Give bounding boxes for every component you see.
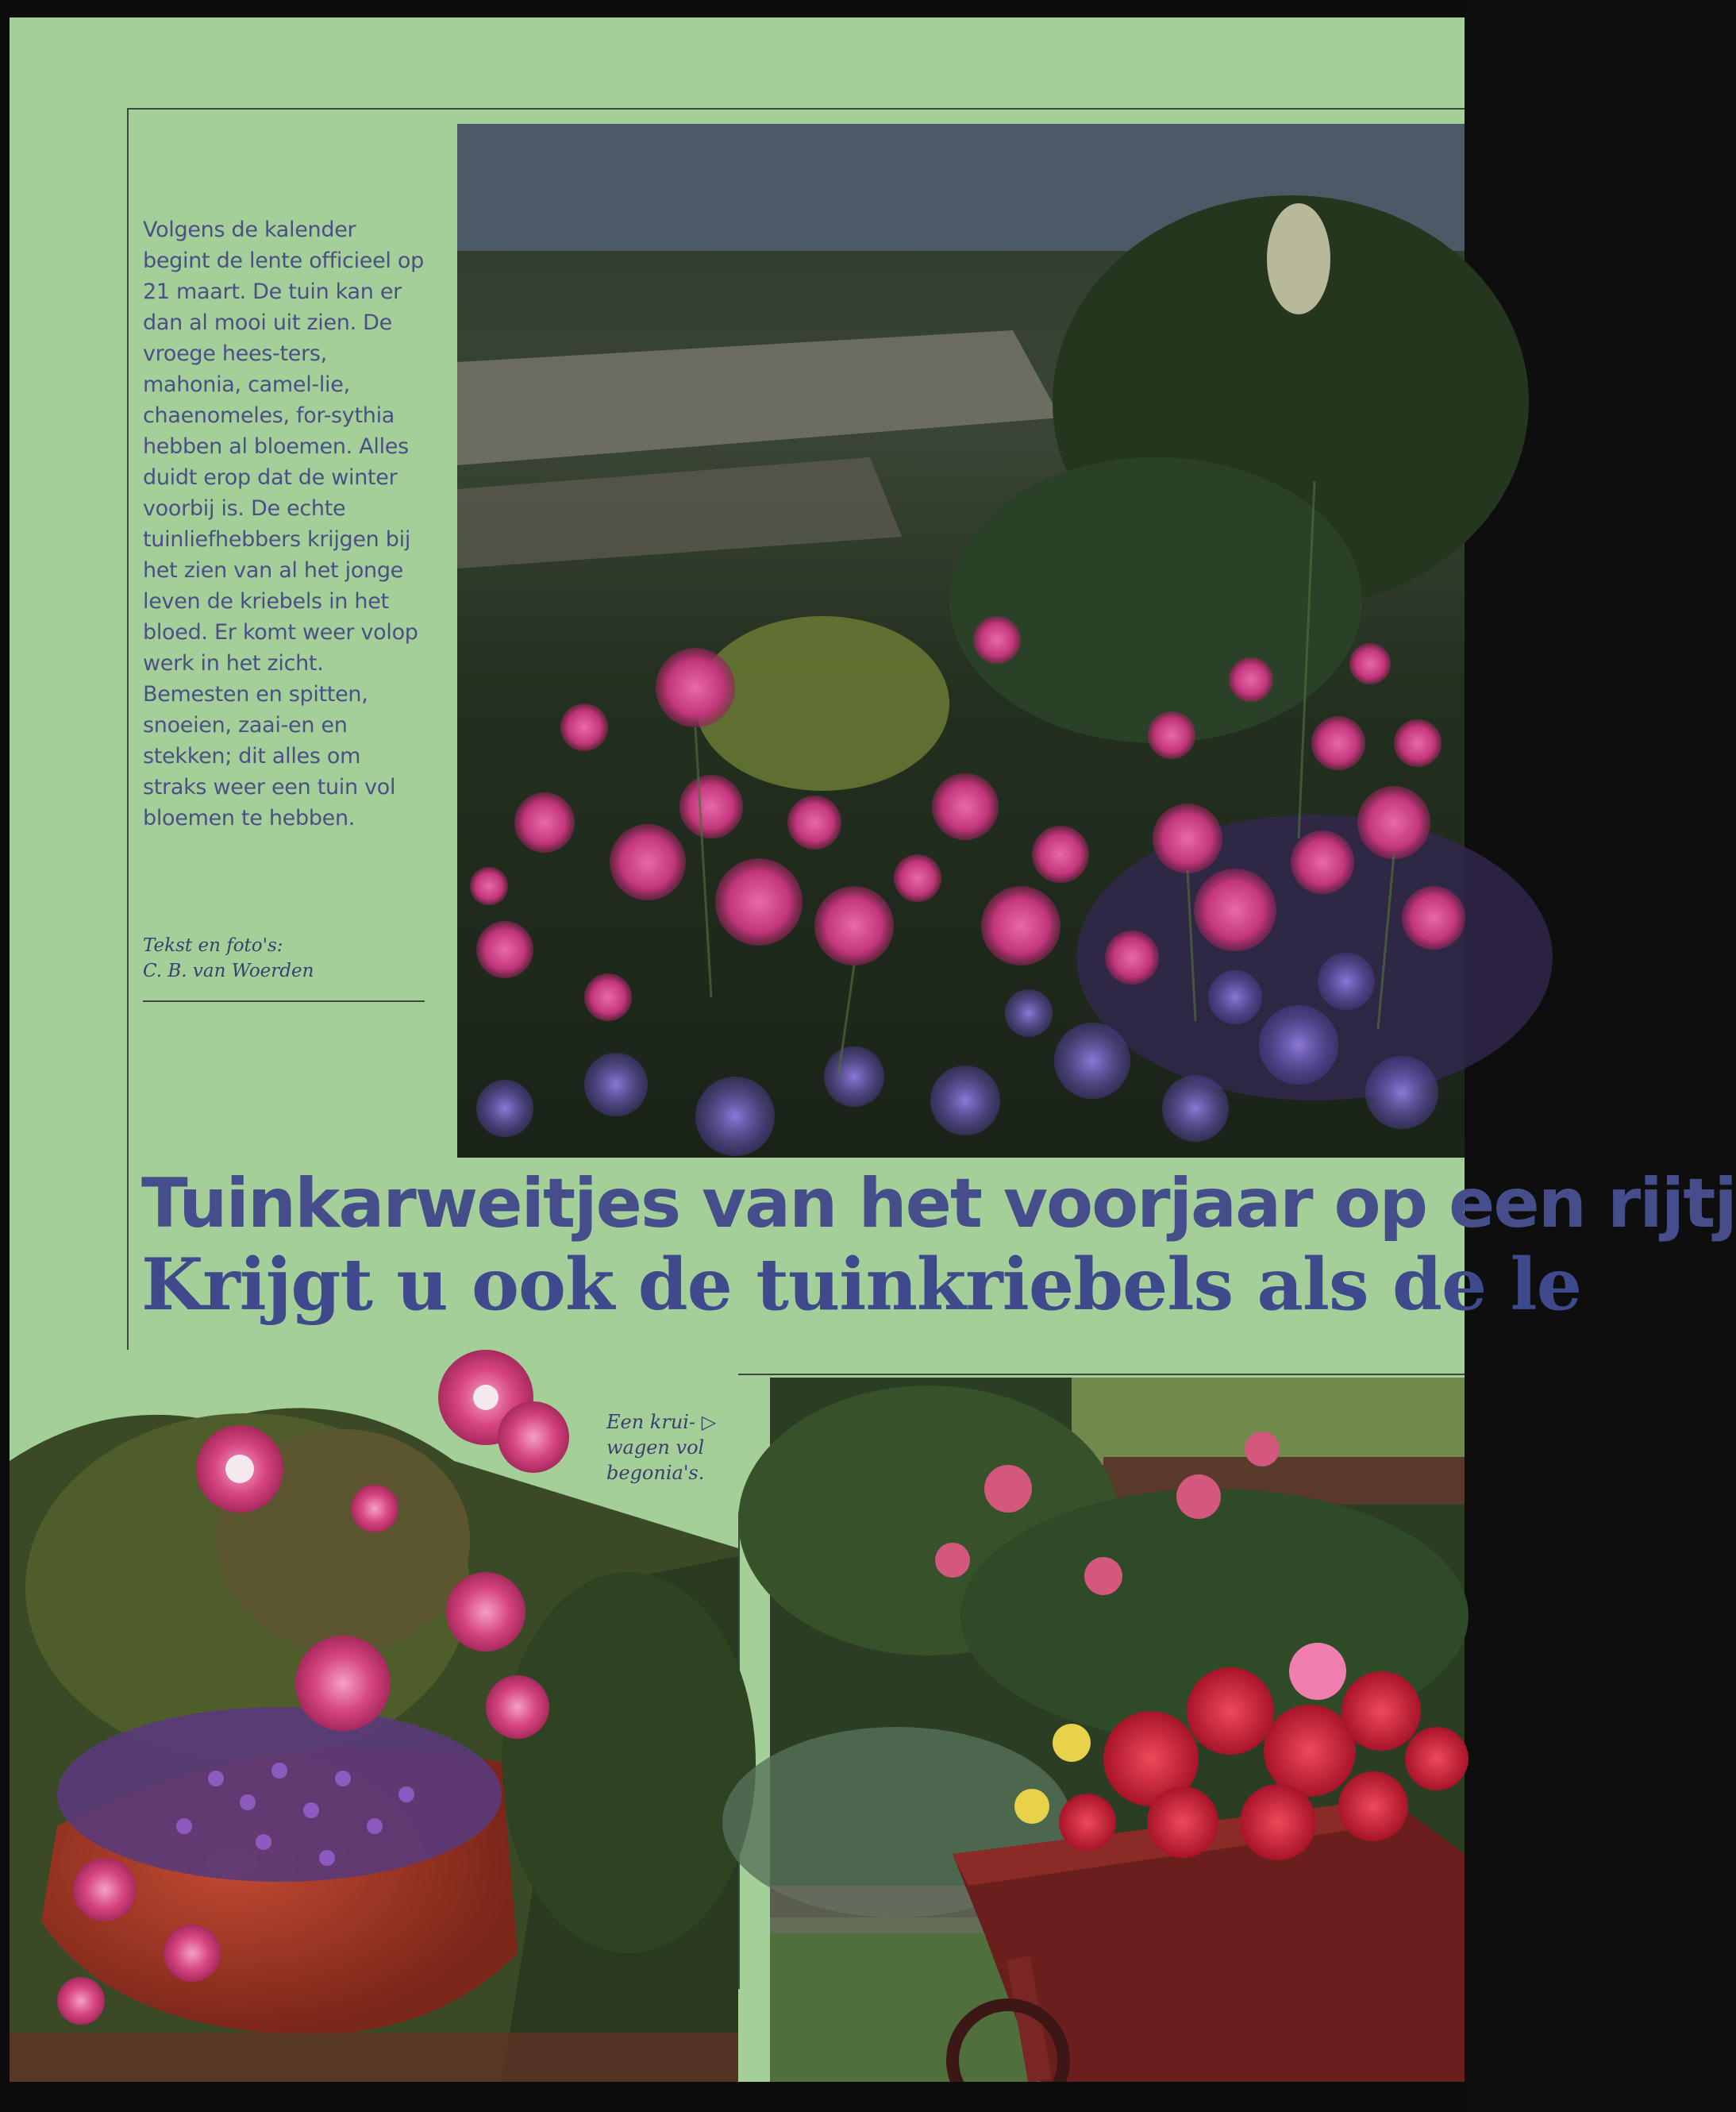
left-frame-rule [127,108,129,1370]
scan-border-bottom [0,2082,1465,2112]
wheelbarrow-begonias-photo [770,1378,1465,2082]
headline-title: Krijgt u ook de tuinkriebels als de le [141,1243,1581,1327]
scan-border-left [0,0,10,2112]
caption-line-3: begonia's. [606,1462,705,1484]
intro-divider [143,1000,425,1002]
headline-subtitle: Tuinkarweitjes van het voorjaar op een rijtj [141,1164,1736,1243]
top-rule [127,108,1465,110]
photo-credit [143,933,429,984]
intro-paragraph: Volgens de kalender begint de lente officieel op 21 maart. De tuin kan er dan al mooi uit zien. De vroege hees-ters, mahonia, camel-lie, chaenomeles, for-sythia hebben al bloemen. Alles duidt erop dat de winter voorbij is. De echte tuinliefhebbers krijgen bij het zien van al het jonge leven de kriebels in het bloed. Er komt weer volop werk in het zicht. Bemesten en spitten, snoeien, zaai-en en stekken; dit alles om straks weer een tuin vol bloemen te hebben. [143,218,424,831]
caption-line-1: Een krui- ▷ [606,1411,717,1433]
credit-label: Tekst en foto's: [143,935,283,956]
flower-border-photo [457,124,1465,1158]
caption-line-2: wagen vol [606,1436,705,1459]
scan-border-top [0,0,1465,17]
credit-author: C. B. van Woerden [143,961,314,981]
photo-caption [606,1409,741,1486]
